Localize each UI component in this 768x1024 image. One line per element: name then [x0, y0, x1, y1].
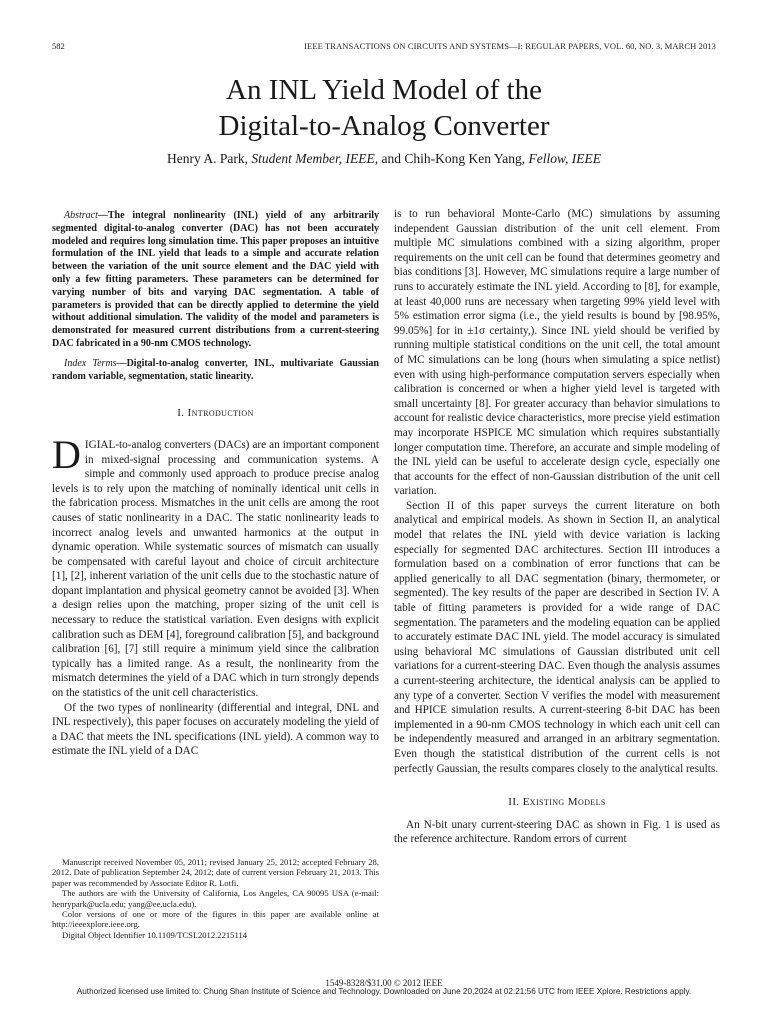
author-line [0, 151, 768, 167]
abstract [52, 210, 379, 351]
footnote-color: Color versions of one or more of the figures in this paper are available online at http://ieeexplore.ieee.org. [52, 909, 379, 930]
intro-p1-text: IGIAL-to-analog converters (DACs) are an important component in mixed-signal processing and communication systems. A simple and commonly used approach to produce precise analog levels is to rely upon the matching of nominally identical unit cells in the fabrication process. Mismatches in the unit cells are among the root causes of static nonlinearity in a DAC. The static nonlinearity leads to incorrect analog levels and unwanted harmonics at the output in dynamic operation. While systematic sources of mismatch can usually be compensated with careful layout and choice of circuit architecture [1], [2], inherent variation of the unit cells due to the stochastic nature of dopant implantation and physical geometry cannot be avoided [3]. When a design relies upon the matching, proper sizing of the unit cell is necessary to reduce the statistical variation. Even designs with explicit calibration such as DEM [4], foreground calibration [5], and background calibration [6], [7] still require a minimum yield since the calibration typically has a limited range. As a result, the nonlinearity from the mismatch determines the yield of a DAC which in turn strongly depends on the statistics of the unit cell characteristics. [52, 438, 379, 700]
drop-cap: D [52, 431, 81, 477]
author-1-role: Student Member, IEEE, [251, 151, 379, 166]
author-1: Henry A. Park, [167, 151, 249, 166]
intro-paragraph-2: Of the two types of nonlinearity (differential and integral, DNL and INL respectively), this paper focuses on accurately modeling the yield of a DAC that meets the INL specifications (INL yield). A common way to estimate the INL yield of a DAC [52, 701, 379, 758]
left-column [52, 210, 379, 759]
index-terms-lead: Index Terms [64, 357, 117, 369]
footnote-manuscript: Manuscript received November 05, 2011; revised January 25, 2012; accepted February 28, 2012. Date of publication September 24, 2012; date of current version February 21, 2013. This paper was recommended by Associate Editor R. Lotfi. [52, 857, 379, 888]
right-column [394, 207, 720, 847]
paper-title [0, 72, 768, 144]
index-terms-text: —Digital-to-analog converter, INL, multivariate Gaussian random variable, segmentation, static linearity. [52, 357, 379, 382]
footnote-affiliation: The authors are with the University of California, Los Angeles, CA 90095 USA (e-mail: henrypark@ucla.edu; yang@ee.ucla.edu). [52, 888, 379, 909]
authorized-use-notice: Authorized licensed use limited to: Chung Shan Institute of Science and Technology. Downloaded on June 20,2024 at 02:21:56 UTC from IEEE Xplore. Restrictions apply. [76, 987, 692, 996]
footnotes [52, 857, 379, 940]
title-line-1: An INL Yield Model of the [226, 74, 542, 106]
index-terms [52, 358, 379, 384]
journal-header: IEEE TRANSACTIONS ON CIRCUITS AND SYSTEMS—I: REGULAR PAPERS, VOL. 60, NO. 3, MARCH 2013 [304, 41, 716, 51]
abstract-text: —The integral nonlinearity (INL) yield of any arbitrarily segmented digital-to-analog converter (DAC) has not been accurately modeled and requires long simulation time. This paper proposes an intuitive formulation of the INL yield that leads to a simple and accurate relation between the variation of the unit source element and the DAC yield with only a few fitting parameters. These parameters can be determined for varying number of bits and varying DAC segmentation. A table of parameters is provided that can be directly applied to determine the yield without additional simulation. The validity of the model and parameters is demonstrated for measured current distributions from a current-steering DAC fabricated in a 90-nm CMOS technology. [52, 210, 379, 349]
intro-paragraph-1 [52, 431, 379, 701]
title-line-2: Digital-to-Analog Converter [218, 110, 550, 142]
author-2-role: Fellow, IEEE [528, 151, 601, 166]
right-paragraph-1: is to run behavioral Monte-Carlo (MC) simulations by assuming independent Gaussian distribution of the unit cell element. From multiple MC simulations combined with a sizing algorithm, proper requirements on the unit cell can be found that determines geometry and bias conditions [3]. However, MC simulations require a large number of runs to accurately estimate the INL yield. According to [8], for example, at least 40,000 runs are necessary when targeting 99% yield level with 5% estimation error sigma (i.e., the yield results is bound by [98.95%, 99.05%] for in ±1σ certainty,). Since INL yield should be verified by running multiple statistical conditions on the unit cell, the total amount of MC simulations can be long (hours when simulating a spice netlist) even with using high-performance computation servers especially when calibration is concerned or when a higher yield level is targeted with small uncertainty [8]. For greater accuracy than behavior simulations to account for realistic device characteristics, more precise yield estimation may incorporate HSPICE MC simulation which requires substantially longer computation time. Therefore, an accurate and simple modeling of the INL yield can be useful to accelerate design cycle, especially one that accounts for the effect of non-Gaussian distribution of the unit cell variation. [394, 208, 720, 498]
section-2-heading: II. Existing Models [508, 796, 606, 809]
right-paragraph-3: An N-bit unary current-steering DAC as shown in Fig. 1 is used as the reference architecture. Random errors of current [394, 818, 720, 846]
copyright-line: 1549-8328/$31.00 © 2012 IEEE [325, 978, 443, 988]
author-2: Chih-Kong Ken Yang, [404, 151, 526, 166]
author-and: and [378, 151, 405, 166]
section-1-heading: I. Introduction [177, 407, 254, 420]
right-paragraph-2: Section II of this paper surveys the current literature on both analytical and empirical models. As shown in Section II, an analytical model that relates the INL yield with device variation is lacking especially for segmented DAC architectures. Section III introduces a formulation based on a combination of error functions that can be applied generically to all DAC segmentation (binary, thermometer, or segmented). The key results of the paper are described in Section IV. A table of fitting parameters is provided for a wide range of DAC segmentation. The parameters and the modeling equation can be applied to accurately estimate DAC INL yield. The model accuracy is simulated using behavioral MC simulations of Gaussian distributed unit cell variations for a current-steering DAC. Even though the analysis assumes a current-steering architecture, the identical analysis can be applied to any type of a converter. Section V verifies the model with measurement and HPICE simulation results. A current-steering 8-bit DAC has been implemented in a 90-nm CMOS technology in which each unit cell can be independently measured and arranged in an arbitrary segmentation. Even though the statistical distribution of the current cells is not perfectly Gaussian, the results compares closely to the analytical results. [394, 499, 720, 775]
abstract-lead: Abstract [64, 210, 98, 221]
footnote-doi: Digital Object Identifier 10.1109/TCSI.2012.2215114 [62, 929, 248, 940]
page-number: 582 [52, 41, 65, 51]
